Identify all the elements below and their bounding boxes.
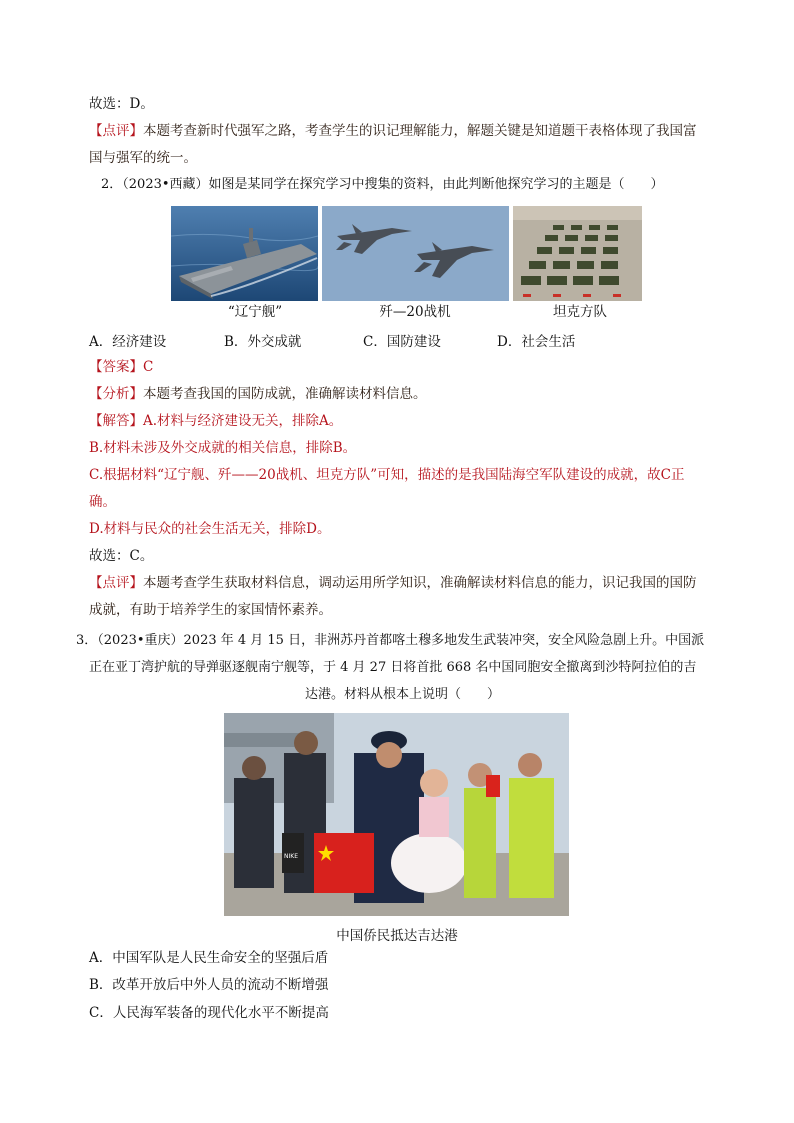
fighter-caption: 歼—20战机	[379, 304, 451, 320]
q2-review-line2: 成就，有助于培养学生的家国情怀素养。	[89, 602, 332, 618]
q2-review-line1	[89, 573, 697, 593]
review-tag-2: 【点评】	[89, 575, 143, 591]
top-choose-line: 故选：D。	[89, 96, 154, 112]
q2-choose-line: 故选：C。	[89, 548, 154, 564]
fighter-image	[322, 206, 509, 301]
analysis-text: 本题考查我国的国防成就，准确解读材料信息。	[143, 386, 427, 402]
top-review-line1	[89, 121, 697, 141]
q3-option-c: C．人民海军装备的现代化水平不断提高	[89, 1005, 329, 1021]
carrier-image	[171, 206, 318, 301]
q3-option-a: A．中国军队是人民生命安全的坚强后盾	[89, 950, 329, 966]
tank-image	[513, 206, 642, 301]
q3-stem-line3: 达港。材料从根本上说明（ ）	[305, 687, 501, 702]
bag-logo-text: NIKE	[284, 853, 298, 860]
answer-value: C	[143, 359, 154, 375]
tank-caption: 坦克方队	[553, 304, 607, 320]
liaoning-carrier-photo	[171, 206, 318, 301]
evacuation-image	[224, 713, 569, 916]
q2-solution-line-c1: C.根据材料“辽宁舰、歼——20战机、坦克方队”可知，描述的是我国陆海空军队建设的成就，故C正	[89, 467, 685, 483]
q3-option-b: B．改革开放后中外人员的流动不断增强	[89, 977, 329, 993]
tank-formation-photo	[513, 206, 642, 301]
q2-solution-line-c2: 确。	[89, 494, 116, 510]
analysis-tag: 【分析】	[89, 386, 143, 402]
q2-solution-line-a	[89, 411, 342, 431]
q2-option-c: C．国防建设	[363, 334, 441, 350]
review-text: 本题考查新时代强军之路，考查学生的识记理解能力，解题关键是知道题干表格体现了我国富	[143, 123, 697, 139]
j20-fighter-photo	[322, 206, 509, 301]
q2-solution-line-b: B.材料未涉及外交成就的相关信息，排除B。	[89, 440, 357, 456]
q2-analysis-line	[89, 384, 427, 404]
q2-stem: 2．（2023•西藏）如图是某同学在探究学习中搜集的资料，由此判断他探究学习的主题是（ ）	[101, 177, 664, 192]
top-review-line2: 国与强军的统一。	[89, 150, 197, 166]
review-tag: 【点评】	[89, 123, 143, 139]
carrier-caption: “辽宁舰”	[227, 304, 283, 320]
q3-stem-line2: 正在亚丁湾护航的导弹驱逐舰南宁舰等，于 4 月 27 日将首批 668 名中国同胞安全撤离到沙特阿拉伯的吉	[89, 660, 697, 675]
review-text-2: 本题考查学生获取材料信息，调动运用所学知识，准确解读材料信息的能力，识记我国的国防	[143, 575, 697, 591]
solution-a-text: A.材料与经济建设无关，排除A。	[143, 413, 343, 429]
q2-option-b: B．外交成就	[224, 334, 302, 350]
answer-tag: 【答案】	[89, 359, 143, 375]
evacuation-caption: 中国侨民抵达吉达港	[336, 928, 458, 944]
q2-answer-line	[89, 357, 153, 377]
q2-solution-line-d: D.材料与民众的社会生活无关，排除D。	[89, 521, 331, 537]
evacuation-photo	[224, 713, 569, 916]
q3-stem-line1: 3．（2023•重庆）2023 年 4 月 15 日，非洲苏丹首都喀土穆多地发生武装冲突，安全风险急剧上升。中国派	[76, 633, 705, 648]
q2-option-a: A．经济建设	[89, 334, 167, 350]
q2-option-d: D．社会生活	[497, 334, 576, 350]
solution-tag: 【解答】	[89, 413, 143, 429]
